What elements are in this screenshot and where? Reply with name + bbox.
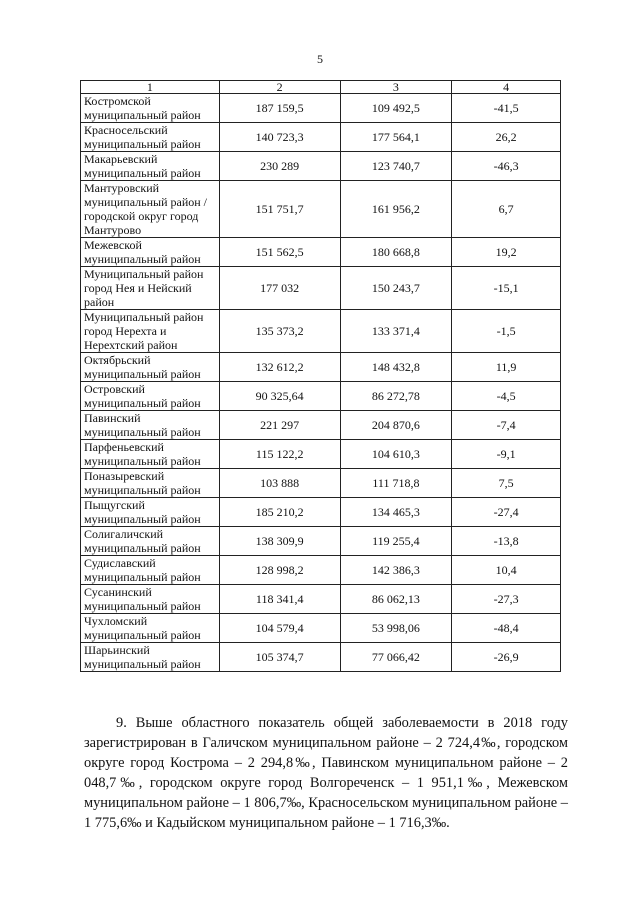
district-name-cell: Островский муниципальный район	[81, 382, 220, 411]
table-row	[81, 238, 561, 267]
table-row	[81, 310, 561, 353]
page-number: 5	[317, 52, 323, 66]
district-name-cell: Судиславский муниципальный район	[81, 556, 220, 585]
value-col4-cell: -15,1	[452, 267, 561, 310]
district-name-cell: Октябрьский муниципальный район	[81, 353, 220, 382]
value-col3-cell: 104 610,3	[340, 440, 452, 469]
table-row	[81, 353, 561, 382]
value-col2-cell: 151 562,5	[219, 238, 340, 267]
table-row	[81, 440, 561, 469]
district-name-cell: Муниципальный район город Нерехта и Нерехтский район	[81, 310, 220, 353]
value-col3-cell: 134 465,3	[340, 498, 452, 527]
column-header-3: 3	[340, 81, 452, 94]
value-col4-cell: -9,1	[452, 440, 561, 469]
value-col3-cell: 123 740,7	[340, 152, 452, 181]
value-col2-cell: 140 723,3	[219, 123, 340, 152]
district-name-cell: Поназыревский муниципальный район	[81, 469, 220, 498]
value-col4-cell: 19,2	[452, 238, 561, 267]
table-row	[81, 123, 561, 152]
district-name-cell: Красносельский муниципальный район	[81, 123, 220, 152]
value-col2-cell: 135 373,2	[219, 310, 340, 353]
table-row	[81, 643, 561, 672]
district-name-cell: Муниципальный район город Нея и Нейский район	[81, 267, 220, 310]
table-row	[81, 585, 561, 614]
value-col2-cell: 105 374,7	[219, 643, 340, 672]
value-col2-cell: 103 888	[219, 469, 340, 498]
table-row	[81, 94, 561, 123]
district-name-cell: Межевской муниципальный район	[81, 238, 220, 267]
value-col3-cell: 177 564,1	[340, 123, 452, 152]
value-col2-cell: 187 159,5	[219, 94, 340, 123]
body-paragraph: 9. Выше областного показатель общей заболеваемости в 2018 году зарегистрирован в Галичском муниципальном районе – 2 724,4‰, городском округе город Кострома – 2 294,8‰, Павинском муниципальном районе – 2 048,7‰, городском округе город Волгореченск – 1 951,1‰, Межевском муниципальном районе – 1 806,7‰, Красносельском муниципальном районе – 1 775,6‰ и Кадыйском муниципальном районе – 1 716,3‰.	[84, 715, 568, 831]
value-col2-cell: 138 309,9	[219, 527, 340, 556]
value-col2-cell: 177 032	[219, 267, 340, 310]
value-col2-cell: 185 210,2	[219, 498, 340, 527]
value-col3-cell: 133 371,4	[340, 310, 452, 353]
table-row	[81, 614, 561, 643]
district-name-cell: Парфеньевский муниципальный район	[81, 440, 220, 469]
column-header-2: 2	[219, 81, 340, 94]
district-name-cell: Костромской муниципальный район	[81, 94, 220, 123]
district-name-cell: Сусанинский муниципальный район	[81, 585, 220, 614]
table-row	[81, 469, 561, 498]
value-col2-cell: 104 579,4	[219, 614, 340, 643]
value-col4-cell: -41,5	[452, 94, 561, 123]
table-row	[81, 556, 561, 585]
district-name-cell: Пыщугский муниципальный район	[81, 498, 220, 527]
value-col2-cell: 128 998,2	[219, 556, 340, 585]
value-col3-cell: 77 066,42	[340, 643, 452, 672]
value-col4-cell: 11,9	[452, 353, 561, 382]
table-row	[81, 527, 561, 556]
value-col3-cell: 119 255,4	[340, 527, 452, 556]
value-col4-cell: -46,3	[452, 152, 561, 181]
value-col4-cell: 10,4	[452, 556, 561, 585]
value-col3-cell: 148 432,8	[340, 353, 452, 382]
value-col2-cell: 115 122,2	[219, 440, 340, 469]
table-row	[81, 498, 561, 527]
value-col4-cell: -4,5	[452, 382, 561, 411]
value-col4-cell: -27,4	[452, 498, 561, 527]
district-name-cell: Мантуровский муниципальный район / городской округ город Мантурово	[81, 181, 220, 238]
value-col4-cell: -13,8	[452, 527, 561, 556]
column-header-1: 1	[81, 81, 220, 94]
value-col3-cell: 86 272,78	[340, 382, 452, 411]
value-col4-cell: -7,4	[452, 411, 561, 440]
value-col2-cell: 118 341,4	[219, 585, 340, 614]
value-col3-cell: 204 870,6	[340, 411, 452, 440]
table-body	[81, 94, 561, 672]
value-col3-cell: 53 998,06	[340, 614, 452, 643]
value-col2-cell: 132 612,2	[219, 353, 340, 382]
data-table	[80, 80, 561, 672]
value-col3-cell: 180 668,8	[340, 238, 452, 267]
table-row	[81, 411, 561, 440]
value-col2-cell: 221 297	[219, 411, 340, 440]
district-name-cell: Павинский муниципальный район	[81, 411, 220, 440]
table-row	[81, 382, 561, 411]
table-row	[81, 152, 561, 181]
value-col2-cell: 90 325,64	[219, 382, 340, 411]
value-col4-cell: 7,5	[452, 469, 561, 498]
value-col4-cell: -48,4	[452, 614, 561, 643]
district-name-cell: Солигаличский муниципальный район	[81, 527, 220, 556]
column-header-4: 4	[452, 81, 561, 94]
value-col3-cell: 150 243,7	[340, 267, 452, 310]
value-col2-cell: 230 289	[219, 152, 340, 181]
value-col3-cell: 111 718,8	[340, 469, 452, 498]
district-name-cell: Чухломский муниципальный район	[81, 614, 220, 643]
value-col3-cell: 142 386,3	[340, 556, 452, 585]
value-col4-cell: -26,9	[452, 643, 561, 672]
value-col3-cell: 86 062,13	[340, 585, 452, 614]
district-name-cell: Шарьинский муниципальный район	[81, 643, 220, 672]
value-col4-cell: -27,3	[452, 585, 561, 614]
district-name-cell: Макарьевский муниципальный район	[81, 152, 220, 181]
table-row	[81, 181, 561, 238]
value-col4-cell: -1,5	[452, 310, 561, 353]
value-col3-cell: 161 956,2	[340, 181, 452, 238]
table-row	[81, 267, 561, 310]
value-col4-cell: 6,7	[452, 181, 561, 238]
value-col3-cell: 109 492,5	[340, 94, 452, 123]
table-header-row	[81, 81, 561, 94]
value-col4-cell: 26,2	[452, 123, 561, 152]
value-col2-cell: 151 751,7	[219, 181, 340, 238]
